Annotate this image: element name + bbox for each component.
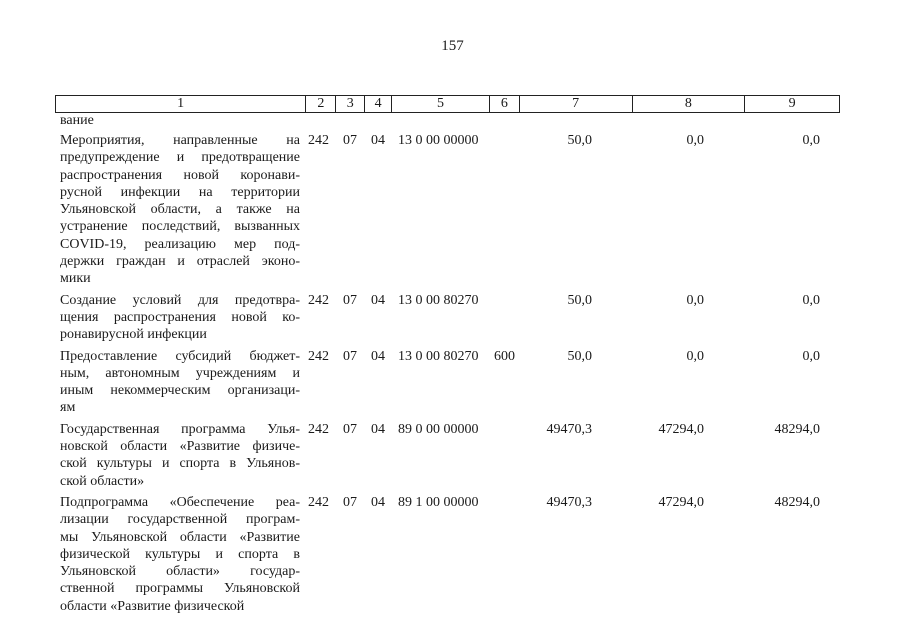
description-line: Государственная программа Улья- xyxy=(60,421,300,437)
row-target-code: 13 0 00 00000 xyxy=(398,133,479,148)
description-line: ской области» xyxy=(60,473,145,489)
description-line: распространения новой коронави- xyxy=(60,167,300,183)
row-value-7: 49470,3 xyxy=(546,421,592,437)
row-ps: 04 xyxy=(371,494,385,510)
row-ps: 04 xyxy=(371,421,385,437)
description-line: ронавирусной инфекции xyxy=(60,327,207,343)
row-value-8: 0,0 xyxy=(686,348,704,364)
table-row xyxy=(60,348,840,417)
description-line: русной инфекции на территории xyxy=(60,184,300,200)
row-rz: 242 xyxy=(308,494,329,510)
description-line: Подпрограмма «Обеспечение реа- xyxy=(60,494,300,510)
description-line: ской культуры и спорта в Ульянов- xyxy=(60,456,300,472)
description-line: Ульяновской области, а также на xyxy=(60,202,300,218)
row-ps: 04 xyxy=(371,292,385,308)
row-description xyxy=(60,421,300,490)
description-line: устранение последствий, вызванных xyxy=(60,219,300,235)
header-col-9: 9 xyxy=(744,96,839,112)
row-value-9: 48294,0 xyxy=(774,421,820,437)
row-pr: 07 xyxy=(343,292,357,308)
description-line: иным некоммерческим организаци- xyxy=(60,383,300,399)
description-line: Ульяновской области» государ- xyxy=(60,564,300,580)
description-line: COVID-19, реализацию мер под- xyxy=(60,236,300,252)
description-line: области «Развитие физической xyxy=(60,598,245,614)
row-target-code: 89 1 00 00000 xyxy=(398,494,479,510)
description-line: щения распространения новой ко- xyxy=(60,309,300,325)
row-value-7: 50,0 xyxy=(567,133,592,148)
row-description xyxy=(60,348,300,417)
table-header xyxy=(55,95,840,113)
description-line: Предоставление субсидий бюджет- xyxy=(60,348,300,364)
row-rz: 242 xyxy=(308,133,329,148)
header-col-8: 8 xyxy=(632,96,745,112)
description-line: мики xyxy=(60,271,91,287)
description-line: лизации государственной програм- xyxy=(60,512,300,528)
row-pr: 07 xyxy=(343,133,357,148)
row-value-8: 47294,0 xyxy=(658,421,704,437)
description-line: предупреждение и предотвращение xyxy=(60,150,300,166)
row-value-9: 0,0 xyxy=(802,348,820,364)
row-value-8: 0,0 xyxy=(686,292,704,308)
row-value-9: 0,0 xyxy=(802,292,820,308)
description-line: Мероприятия, направленные на xyxy=(60,133,300,148)
row-pr: 07 xyxy=(343,494,357,510)
row-rz: 242 xyxy=(308,421,329,437)
row-description xyxy=(60,132,300,288)
description-line: мы Ульяновской области «Развитие xyxy=(60,529,300,545)
table-row xyxy=(60,494,840,615)
header-col-7: 7 xyxy=(519,96,632,112)
row-pr: 07 xyxy=(343,421,357,437)
header-col-4: 4 xyxy=(364,96,391,112)
row-rz: 242 xyxy=(308,292,329,308)
row-value-8: 47294,0 xyxy=(658,494,704,510)
table-row xyxy=(60,292,840,344)
description-line: держки граждан и отраслей эконо- xyxy=(60,254,300,270)
row-value-7: 50,0 xyxy=(567,348,592,364)
row-description xyxy=(60,292,300,344)
header-col-1: 1 xyxy=(177,96,185,111)
table-body xyxy=(60,113,840,615)
row-pr: 07 xyxy=(343,348,357,364)
table-row xyxy=(60,132,840,288)
row-rz: 242 xyxy=(308,348,329,364)
description-line: физической культуры и спорта в xyxy=(60,546,300,562)
description-line: ям xyxy=(60,400,76,416)
row-description xyxy=(60,494,300,615)
row-value-8: 0,0 xyxy=(686,133,704,148)
description-line: Создание условий для предотвра- xyxy=(60,292,300,308)
table-row xyxy=(60,421,840,490)
row-ps: 04 xyxy=(371,133,385,148)
description-line: ственной программы Ульяновской xyxy=(60,581,300,597)
description-line: ным, автономным учреждениям и xyxy=(60,365,300,381)
continuation-text: вание xyxy=(60,113,94,128)
row-expense-type: 600 xyxy=(494,348,515,364)
header-col-6: 6 xyxy=(489,96,519,112)
header-col-3: 3 xyxy=(335,96,364,112)
row-ps: 04 xyxy=(371,348,385,364)
row-target-code: 13 0 00 80270 xyxy=(398,292,479,308)
row-target-code: 13 0 00 80270 xyxy=(398,348,479,364)
row-value-7: 49470,3 xyxy=(546,494,592,510)
header-col-2: 2 xyxy=(305,96,335,112)
row-value-9: 0,0 xyxy=(802,133,820,148)
row-target-code: 89 0 00 00000 xyxy=(398,421,479,437)
row-value-7: 50,0 xyxy=(567,292,592,308)
description-line: новской области «Развитие физиче- xyxy=(60,439,300,455)
row-value-9: 48294,0 xyxy=(774,494,820,510)
header-col-5: 5 xyxy=(391,96,489,112)
page-number: 157 xyxy=(441,38,464,54)
